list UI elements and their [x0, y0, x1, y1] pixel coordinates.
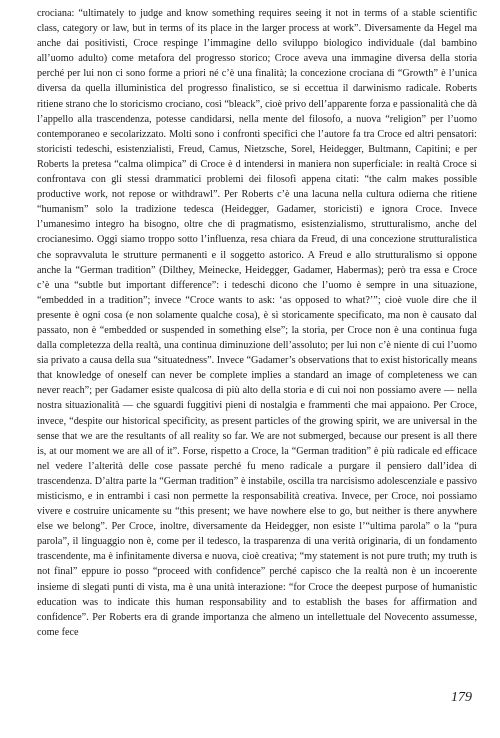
- body-paragraph: crociana: “ultimately to judge and know something requires seeing it not in terms of a stable scientific class, category or law, but in terms of its place in the larger process at work”. Diversamente da Hegel ma anche dai positivisti, Croce respinge l’immagine dello sviluppo biologico individuale (dal bambino all’uomo adulto) come metafora del progresso storico; Croce aveva una immagine diversa della storia perché per lui non ci sono forme a priori né c’è una finalità; la concezione crociana di “Growth” è l’unica diversa da quella illuministica del progresso finalistico, se si eccettua il darwinismo radicale. Roberts ritiene strano che lo storicismo crociano, così “bleack”, cioè privo dell’apparente forza e passionalità che dà l’appello alla trascendenza, potesse candidarsi, nella mente del filosofo, a nuova “religion” per l’uomo contemporaneo e secolarizzato. Molti sono i confronti specifici che l’autore fa tra Croce ed altri pensatori: storicisti tedeschi, esistenzialisti, Freud, Camus, Nietzsche, Sorel, Heidegger, Bultmann, Capitini; e per Roberts la pretesa “calma olimpica” di Croce è d intendersi in maniera non superficiale: in realtà Croce si confrontava con gli stessi drammatici problemi dei filosofi appena citati: “the calm makes possible productive work, not repose or withdrawl”. Per Roberts c’è una lacuna nella cultura odierna che ritiene “humanism” solo la tradizione tedesca (Heidegger, Gadamer, storicisti) e ignora Croce. Invece l’umanesimo integro ha bisogno, oltre che di pragmatismo, esistenzialismo, strutturalismo, anche del crocianesimo. Oggi siamo troppo sotto l’influenza, resa chiara da Freud, di una concezione strutturalistica che sopravvaluta le strutture permanenti e il soggetto astorico. A Freud e allo strutturalismo si oppone anche la “German tradition” (Dilthey, Meinecke, Heidegger, Gadamer, Habermas); però tra essa e Croce c’è una “subtle but important difference”: i tedeschi dicono che l’uomo è sempre in una situazione, “embedded in a tradition”; invece “Croce wants to ask: ‘as opposed to what?’”; cioè vuole dire che il presente è ogni cosa (e non solamente qualche cosa), è sì storicamente specificato, ma non è causato dal passato, non è “embedded or suspended in something else”; la storia, per Croce non è una continua fuga dalla completezza della realtà, una continua diminuzione dell’assoluto; per lui non c’è niente di cui l’uomo sia privato a causa della sua “situatedness”. Invece “Gadamer’s observations that to exist historically means that knowledge of oneself can never be complete implies a standard an image of completeness we can never reach”; per Gadamer esiste qualcosa di più alto della storia e di cui noi non possiamo avere — nella nostra situazionalità — che sguardi fuggitivi pieni di nostalgia e frammenti che mai appaiono. Per Croce, invece, “despite our historical specificity, as present particles of the growing spirit, we are universal in the sense that we are the resultants of all reality so far. We are not submerged, because our present is all there is, at our moment we are all of it”. Forse, rispetto a Croce, la “German tradition” è più radicale ed efficace nel vedere l’alterità delle cose passate perché fu meno radicale a purgare il pensiero dall’idea di trascendenza. D’altra parte la “German tradition” è instabile, oscilla tra narcisismo adolescenziale e passivo misticismo, e in entrambi i casi non permette la responsabilità creativa. Invece, per Croce, noi possiamo vivere e costruire unicamente su “this present; we have nowhere else to go, but neither is there anywhere else we belong”. Per Croce, inoltre, diversamente da Heidegger, non esiste l’“ultima parola” o la “pura parola”, il linguaggio non è, come per il tedesco, la trasparenza di una verità originaria, di un fondamento trascendente, ma è infinitamente diversa e nuova, cioè creativa; “my statement is not pure truth; my truth is not final” eppure io posso “proceed with confidence” perché capisco che la realtà non è un incoerente insieme di slegati punti di vista, ma è una unità interazione: “for Croce the deepest purpose of humanistic education was to indicate this human responsability and to establish the bases for affirmation and confidence”. Per Roberts era di grande importanza che almeno un intellettuale del Novecento assumesse, come fece: [37, 8, 477, 638]
- page-number: 179: [451, 690, 472, 705]
- page-body: [37, 6, 477, 640]
